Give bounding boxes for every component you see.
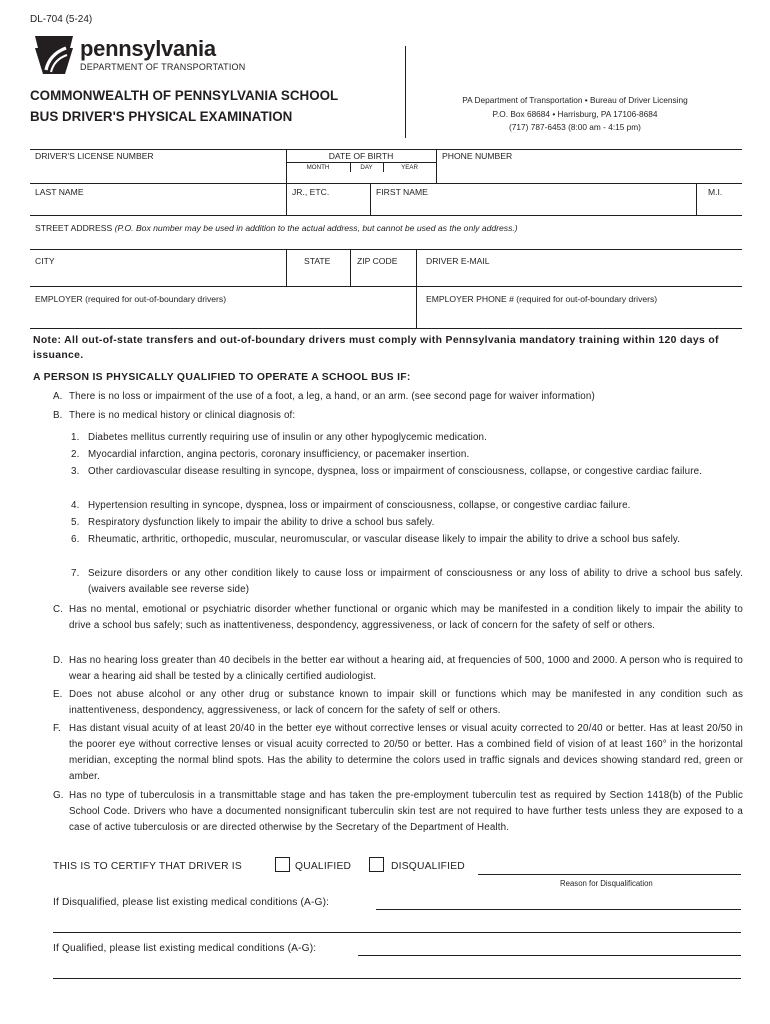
street-address-label: [35, 223, 518, 233]
disqualification-reason-line[interactable]: [478, 874, 741, 875]
condition-marker: 5.: [71, 517, 80, 528]
condition-marker: 2.: [71, 449, 80, 460]
qualified-conditions-label: If Qualified, please list existing medical conditions (A-G):: [53, 943, 317, 954]
disqualified-conditions-line-2[interactable]: [53, 932, 741, 933]
criterion-b-marker: B.: [53, 410, 63, 421]
criterion-e-text: Does not abuse alcohol or any other drug or substance known to impair skill or functions which may be manifested in any condition such as inattentiveness, despondency, aggressiveness, or lack of concern for the safety of self or others.: [69, 689, 743, 716]
mandatory-training-note: Note: All out-of-state transfers and out-of-boundary drivers must comply with Pennsylvania mandatory training within 120 days of issuance.: [33, 335, 719, 361]
title-line-2: BUS DRIVER'S PHYSICAL EXAMINATION: [30, 109, 293, 124]
criterion-d-text: Has no hearing loss greater than 40 decibels in the better ear without a hearing aid, at frequencies of 500, 1000 and 2000. A person who is required to wear a hearing aid shall be tested by a clinically certified audiologist.: [69, 655, 743, 682]
agency-department: DEPARTMENT OF TRANSPORTATION: [80, 62, 246, 72]
qualification-heading: A PERSON IS PHYSICALLY QUALIFIED TO OPERATE A SCHOOL BUS IF:: [33, 372, 411, 383]
address-line-2: P.O. Box 68684 • Harrisburg, PA 17106-8684: [492, 108, 658, 119]
criterion-a-text: There is no loss or impairment of the use of a foot, a leg, a hand, or an arm. (see second page for waiver information): [69, 391, 595, 402]
condition-item: [71, 532, 743, 548]
disqualified-checkbox[interactable]: [369, 857, 384, 872]
condition-item: [71, 447, 743, 463]
qualified-label: QUALIFIED: [295, 861, 352, 872]
street-address-title: STREET ADDRESS: [35, 223, 113, 233]
agency-name: pennsylvania: [80, 36, 216, 61]
condition-text: Respiratory dysfunction likely to impair the ability to drive a school bus safely.: [88, 517, 435, 528]
page-title: [30, 85, 338, 127]
condition-text: Other cardiovascular disease resulting in syncope, dyspnea, loss or impairment of consciousness, collapse, or congestive cardiac failure.: [88, 466, 703, 477]
condition-marker: 4.: [71, 500, 80, 511]
employer-note: (required for out-of-boundary drivers): [85, 294, 227, 304]
criterion-f-text: Has distant visual acuity of at least 20/40 in the better eye without corrective lenses or visual acuity corrected to 20/40 or better. Has at least 20/50 in the poorer eye without corrective lenses or visual acuity corrected to 20/50 or better. Has a combined field of vision of at least 160° in the horizontal meridian, excepting the normal blind spots. Has the ability to determine the colors used in traffic signals and devices showing standard red, green or amber.: [69, 723, 743, 782]
criterion-d: [53, 653, 743, 685]
condition-item: [71, 430, 743, 446]
qualified-conditions-line-2[interactable]: [53, 978, 741, 979]
first-name-label: FIRST NAME: [376, 187, 428, 197]
criterion-g-marker: G.: [53, 790, 64, 801]
criterion-a: [53, 389, 743, 405]
criterion-c-marker: C.: [53, 604, 64, 615]
certify-statement: THIS IS TO CERTIFY THAT DRIVER IS: [53, 861, 242, 872]
disqualified-conditions-line-1[interactable]: [376, 909, 741, 910]
street-address-note: (P.O. Box number may be used in addition to the actual address, but cannot be used as the only address.): [114, 223, 518, 233]
email-label: DRIVER E-MAIL: [426, 256, 490, 266]
disqualified-label: DISQUALIFIED: [391, 861, 465, 872]
keystone-logo-icon: [33, 34, 75, 81]
condition-text: Hypertension resulting in syncope, dyspnea, loss or impairment of consciousness, collapse, or congestive cardiac failure.: [88, 500, 631, 511]
mi-label: M.I.: [708, 187, 723, 197]
criterion-g-text: Has no type of tuberculosis in a transmittable stage and has taken the pre-employment tuberculin test as required by Section 1418(b) of the Public School Code. Drivers who have a documented nonsignificant tuberculin skin test are not required to have further tests unless they are exposed to a case of active tuberculosis or are directed otherwise by the Secretary of the Department of Health.: [69, 790, 743, 833]
form-number: DL-704 (5-24): [30, 14, 93, 25]
driver-info-grid: [30, 149, 742, 329]
condition-item: [71, 498, 743, 514]
employer-phone-title: EMPLOYER PHONE #: [426, 294, 514, 304]
condition-text: Diabetes mellitus currently requiring use of insulin or any other hypoglycemic medication.: [88, 432, 488, 443]
agency-address: [412, 94, 738, 135]
state-label: STATE: [304, 256, 331, 266]
condition-marker: 7.: [71, 568, 80, 579]
address-line-3: (717) 787-6453 (8:00 am - 4:15 pm): [509, 122, 641, 132]
condition-marker: 1.: [71, 432, 80, 443]
employer-label: [35, 294, 226, 304]
header-divider: [405, 46, 406, 138]
criterion-e: [53, 687, 743, 719]
condition-marker: 3.: [71, 466, 80, 477]
suffix-label: JR., ETC.: [292, 187, 330, 197]
license-number-label: DRIVER'S LICENSE NUMBER: [35, 151, 154, 161]
employer-phone-note: (required for out-of-boundary drivers): [516, 294, 658, 304]
last-name-label: LAST NAME: [35, 187, 84, 197]
criterion-f: [53, 721, 743, 785]
address-line-1: PA Department of Transportation • Bureau of Driver Licensing: [462, 95, 688, 105]
criterion-f-marker: F.: [53, 723, 61, 734]
qualified-conditions-line-1[interactable]: [358, 955, 741, 956]
condition-marker: 6.: [71, 534, 80, 545]
disqualified-conditions-label: If Disqualified, please list existing medical conditions (A-G):: [53, 897, 330, 908]
condition-text: Rheumatic, arthritic, orthopedic, muscular, neuromuscular, or vascular disease likely to impair the ability to drive a school bus safely.: [88, 534, 681, 545]
city-label: CITY: [35, 256, 55, 266]
condition-item: [71, 464, 743, 480]
dob-label: DATE OF BIRTH: [328, 151, 394, 161]
criterion-d-marker: D.: [53, 655, 64, 666]
employer-phone-label: [426, 294, 657, 304]
condition-text: Myocardial infarction, angina pectoris, coronary insufficiency, or pacemaker insertion.: [88, 449, 470, 460]
condition-item: [71, 566, 743, 598]
condition-item: [71, 515, 743, 531]
criterion-g: [53, 788, 743, 836]
dob-month-label: MONTH: [306, 164, 330, 171]
employer-title: EMPLOYER: [35, 294, 83, 304]
qualified-checkbox[interactable]: [275, 857, 290, 872]
criterion-c-text: Has no mental, emotional or psychiatric disorder whether functional or organic which may be manifested in a condition likely to impair the ability to drive a school bus safely; such as inattentiveness, despondency, aggressiveness, or lack of concern for the safety of self or others.: [69, 604, 743, 631]
criterion-e-marker: E.: [53, 689, 63, 700]
title-line-1: COMMONWEALTH OF PENNSYLVANIA SCHOOL: [30, 88, 339, 103]
zip-label: ZIP CODE: [357, 256, 398, 266]
criterion-b-text: There is no medical history or clinical diagnosis of:: [69, 410, 296, 421]
reason-caption: Reason for Disqualification: [560, 879, 653, 888]
criterion-a-marker: A.: [53, 391, 63, 402]
criterion-b: [53, 408, 743, 424]
phone-label: PHONE NUMBER: [442, 151, 513, 161]
dob-year-label: YEAR: [401, 164, 418, 171]
dob-day-label: DAY: [360, 164, 373, 171]
criterion-c: [53, 602, 743, 634]
condition-text: Seizure disorders or any other condition likely to cause loss or impairment of consciousness or any loss of ability to drive a school bus safely. (waivers available see reverse side): [88, 568, 743, 595]
